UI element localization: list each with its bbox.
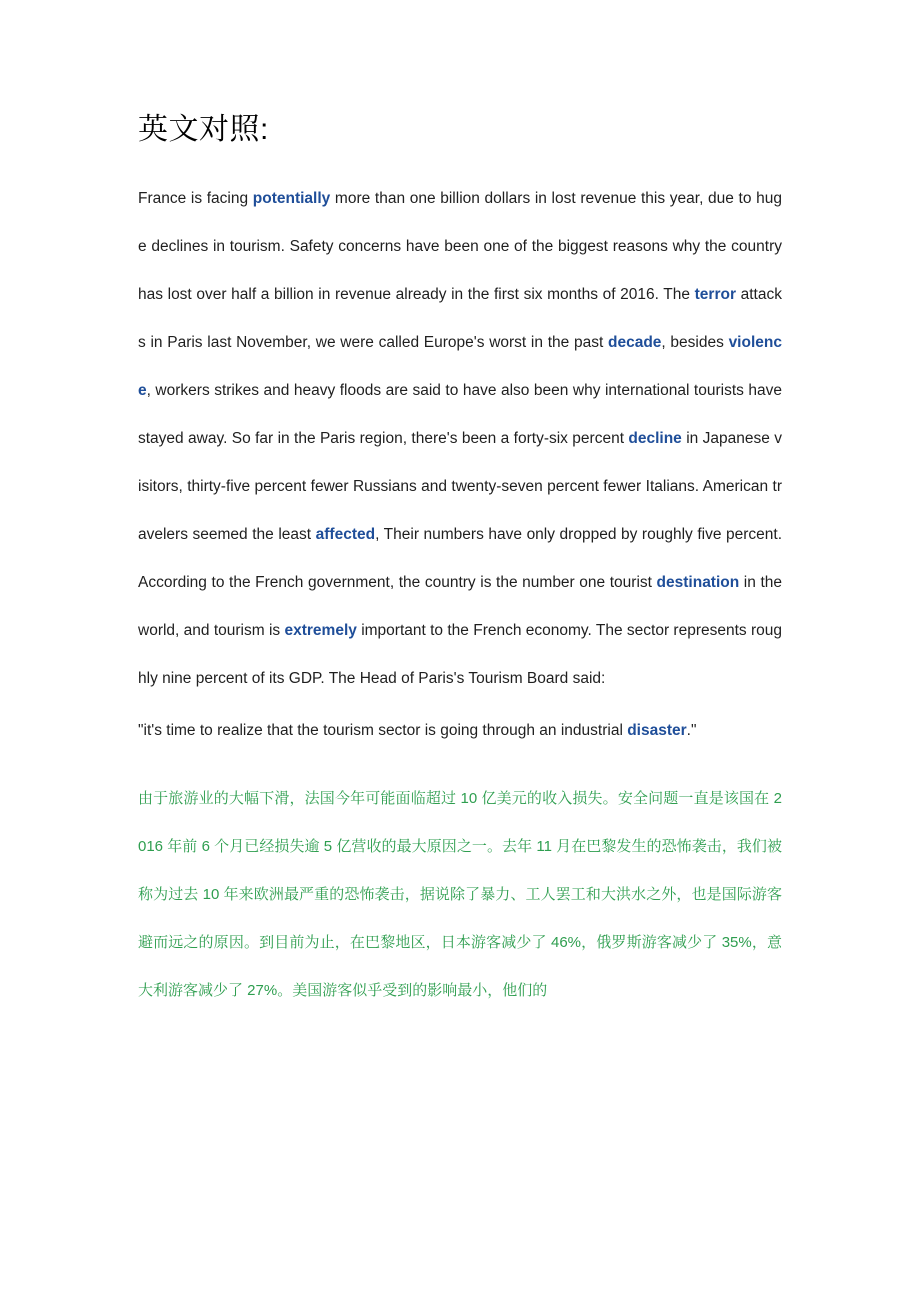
chinese-translation-paragraph: 由于旅游业的大幅下滑，法国今年可能面临超过 10 亿美元的收入损失。安全问题一直是该国在 2016 年前 6 个月已经损失逾 5 亿营收的最大原因之一。去年 11 月在巴黎发生的恐怖袭击，我们被称为过去 10 年来欧洲最严重的恐怖袭击，据说除了暴力、工人罢工和大洪水之外，也是国际游客避而远之的原因。到目前为止，在巴黎地区，日本游客减少了 46%，俄罗斯游客减少了 35%，意大利游客减少了 27%。美国游客似乎受到的影响最小，他们的: [138, 790, 782, 999]
document-content: [138, 110, 782, 1015]
highlighted-term: extremely: [284, 622, 357, 639]
page-title: 英文对照:: [138, 113, 269, 146]
highlighted-term: violence: [138, 334, 782, 399]
highlighted-term: affected: [315, 526, 376, 543]
english-paragraph-2: "it's time to realize that the tourism sector is going through an industrial disaster.": [138, 722, 697, 739]
highlighted-term: disaster: [627, 722, 687, 739]
highlighted-term: terror: [694, 286, 736, 303]
highlighted-term: destination: [656, 574, 740, 591]
highlighted-term: potentially: [252, 190, 331, 207]
english-paragraph-1: France is facing potentially more than one billion dollars in lost revenue this year, due to huge declines in tourism. Safety concerns have been one of the biggest reasons why the country has lost over half a billion in revenue already in the first six months of 2016. The terror attacks in Paris last November, we were called Europe's worst in the past decade, besides violence, workers strikes and heavy floods are said to have also been why international tourists have stayed away. So far in the Paris region, there's been a forty-six percent decline in Japanese visitors, thirty-five percent fewer Russians and twenty-seven percent fewer Italians. American travelers seemed the least affected, Their numbers have only dropped by roughly five percent. According to the French government, the country is the number one tourist destination in the world, and tourism is extremely important to the French economy. The sector represents roughly nine percent of its GDP. The Head of Paris's Tourism Board said:: [138, 190, 783, 687]
highlighted-term: decade: [607, 334, 662, 351]
highlighted-term: decline: [628, 430, 682, 447]
